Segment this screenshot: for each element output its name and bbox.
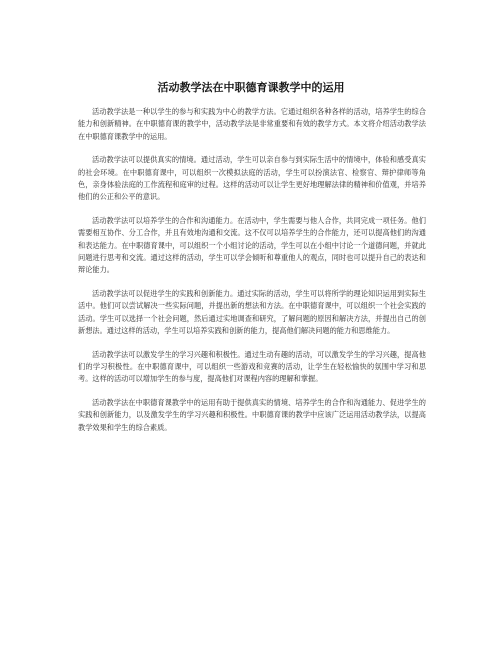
paragraph-interest: 活动教学法可以激发学生的学习兴趣和积极性。通过生动有趣的活动，可以激发学生的学习兴趣，提高他们的学习积极性。在中职德育课中，可以组织一些游戏和竞赛的活动，让学生在轻松愉快的氛围中学习和思考。这样的活动可以增加学生的参与度，提高他们对课程内容的理解和掌握。 <box>78 349 426 384</box>
paragraph-cooperation: 活动教学法可以培养学生的合作和沟通能力。在活动中，学生需要与他人合作，共同完成一项任务。他们需要相互协作、分工合作，并且有效地沟通和交流。这不仅可以培养学生的合作能力，还可以提高他们的沟通和表达能力。在中职德育课中，可以组织一个小组讨论的活动，学生可以在小组中讨论一个道德问题，并就此问题进行思考和交流。通过这样的活动，学生可以学会倾听和尊重他人的观点，同时也可以提升自己的表达和辩论能力。 <box>78 215 426 275</box>
paragraph-real-situation: 活动教学法可以提供真实的情境。通过活动，学生可以亲自参与到实际生活中的情境中，体验和感受真实的社会环境。在中职德育课中，可以组织一次模拟法庭的活动，学生可以扮演法官、检察官、辩护律师等角色，亲身体验法庭的工作流程和庭审的过程。这样的活动可以让学生更好地理解法律的精神和价值观，并培养他们的公正和公平的意识。 <box>78 155 426 202</box>
paragraph-intro: 活动教学法是一种以学生的参与和实践为中心的教学方法。它通过组织各种各样的活动，培养学生的综合能力和创新精神。在中职德育课的教学中，活动教学法是非常重要和有效的教学方式。本文将介绍活动教学法在中职德育课教学中的运用。 <box>78 107 426 141</box>
document-title: 活动教学法在中职德育课教学中的运用 <box>157 81 345 94</box>
paragraph-practice-innovation: 活动教学法可以促进学生的实践和创新能力。通过实际的活动，学生可以将所学的理论知识运用到实际生活中。他们可以尝试解决一些实际问题，并提出新的想法和方法。在中职德育课中，可以组织一个社会实践的活动。学生可以选择一个社会问题，然后通过实地调查和研究，了解问题的原因和解决方法，并提出自己的创新想法。通过这样的活动，学生可以培养实践和创新的能力，提高他们解决问题的能力和思维能力。 <box>78 288 426 336</box>
paragraph-conclusion: 活动教学法在中职德育课教学中的运用有助于提供真实的情境、培养学生的合作和沟通能力、促进学生的实践和创新能力，以及激发学生的学习兴趣和积极性。中职德育课的教学中应该广泛运用活动教学法，以提高教学效果和学生的综合素质。 <box>78 397 426 432</box>
document-body <box>78 106 426 445</box>
